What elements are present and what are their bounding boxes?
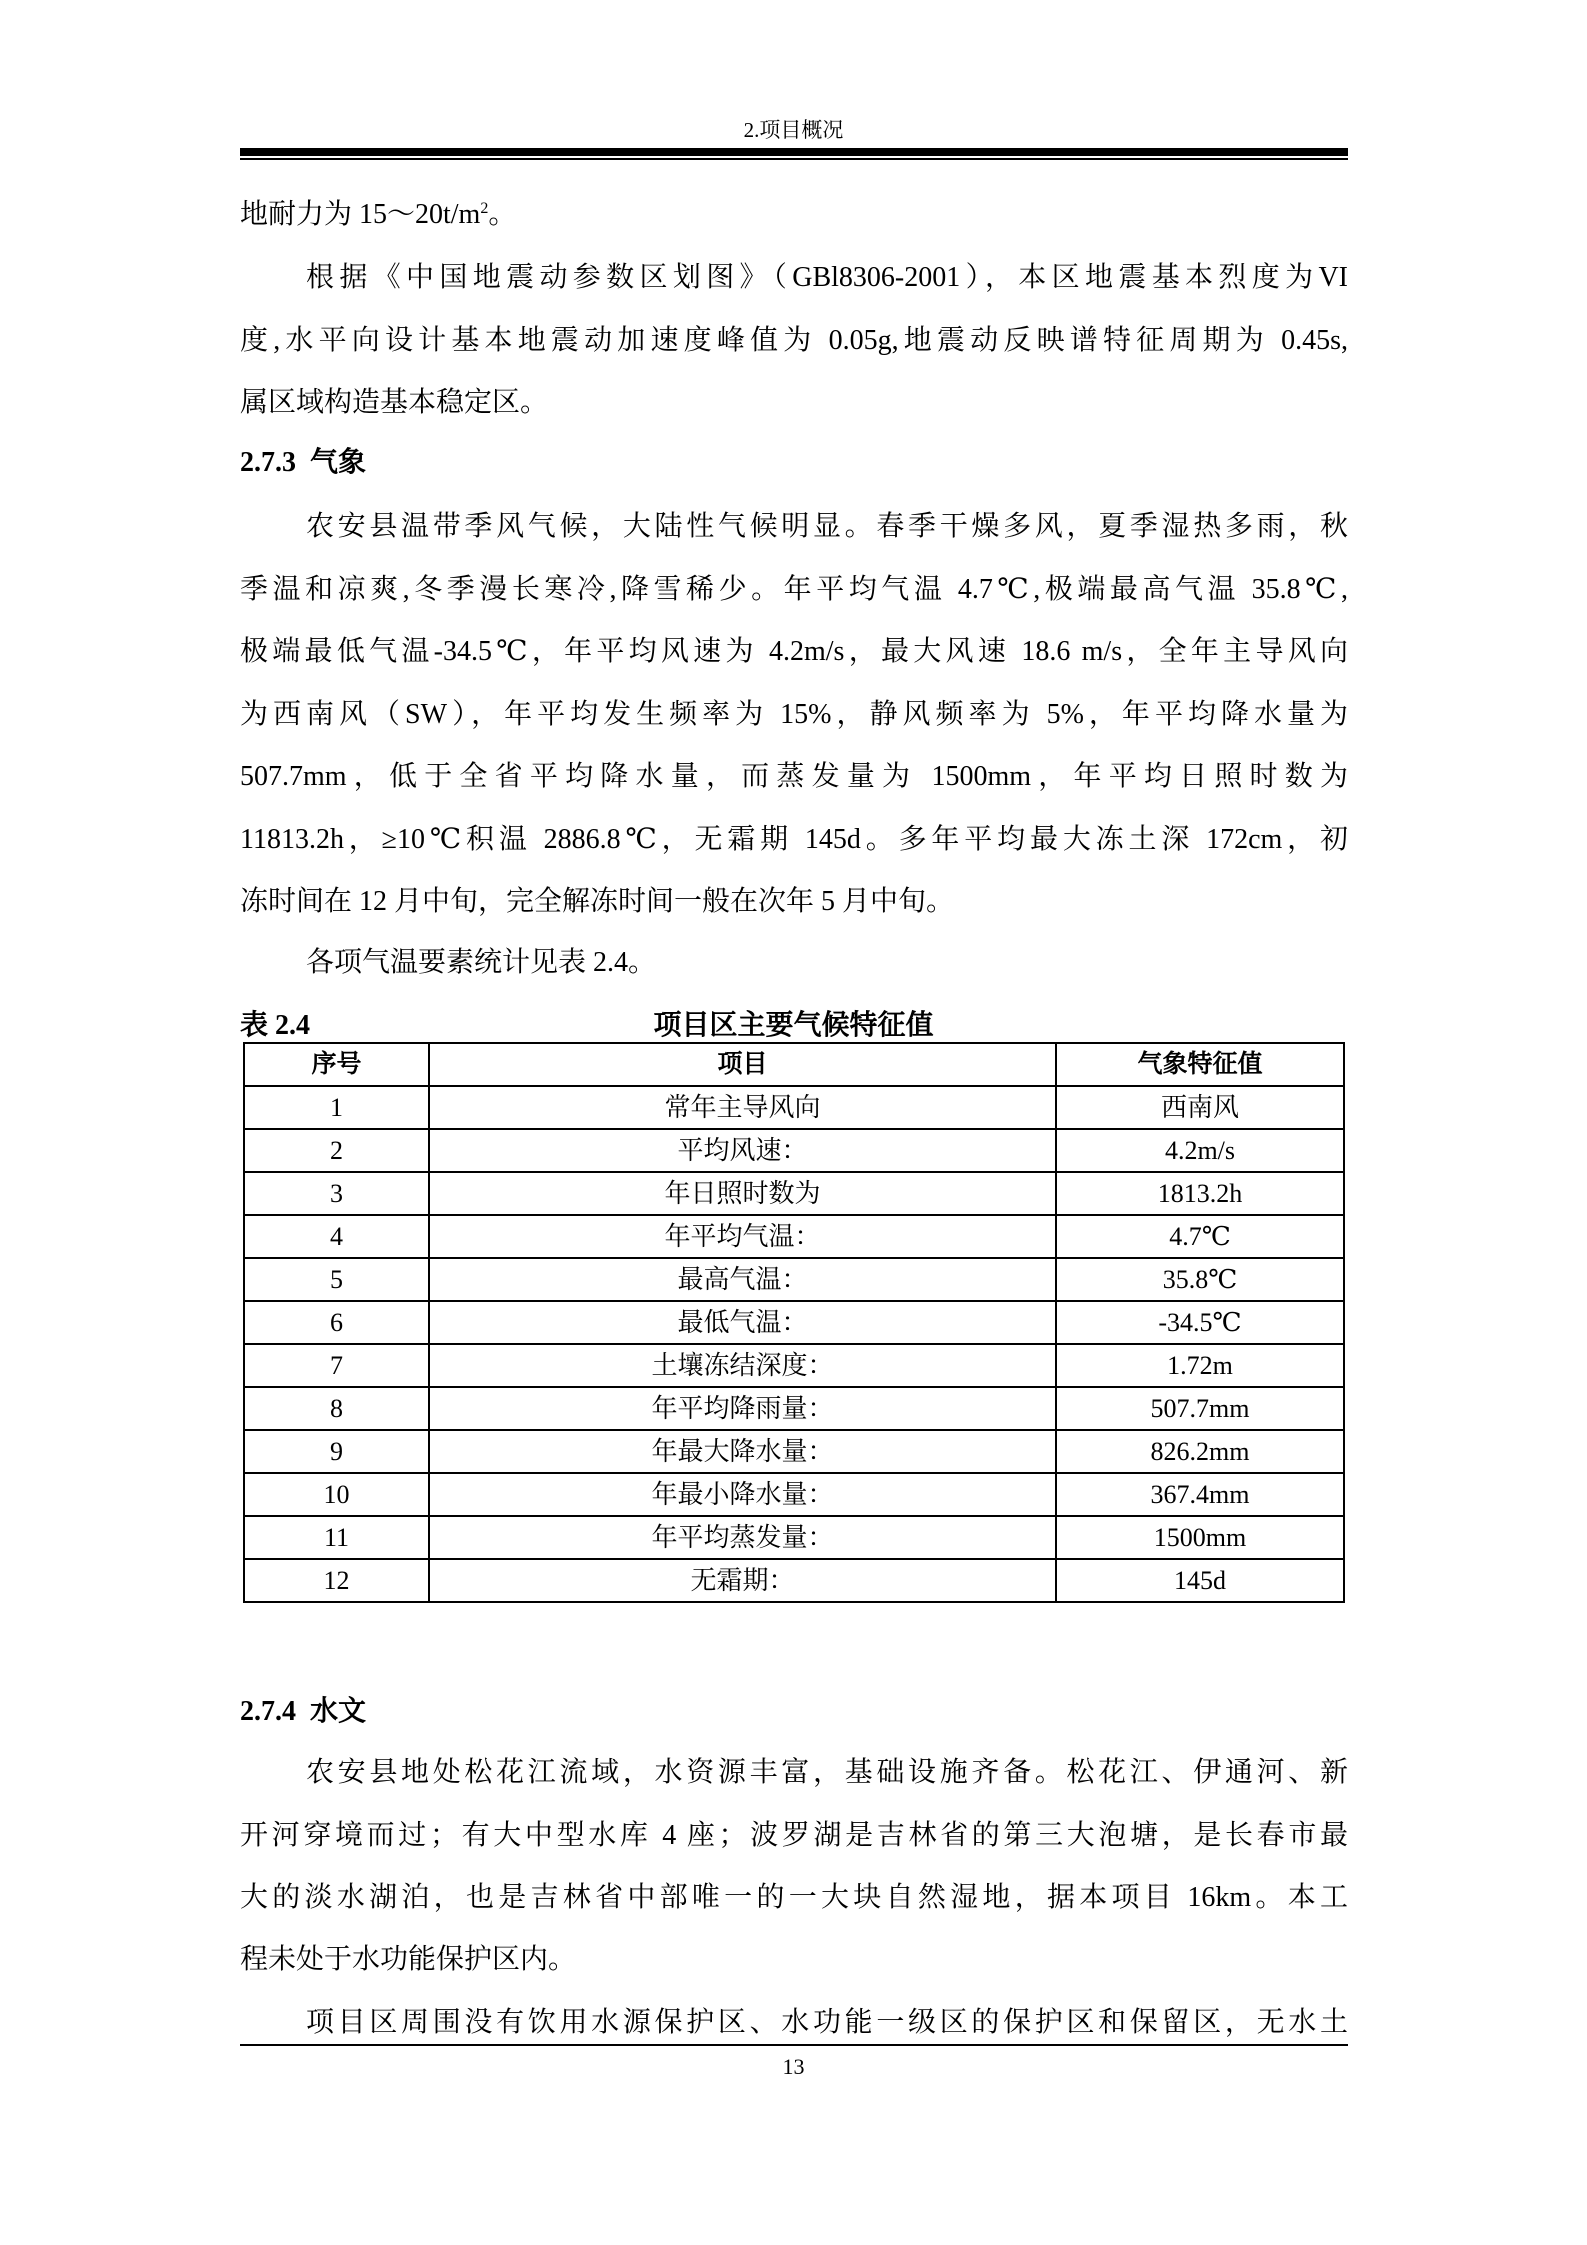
paragraph-line: 极端最低气温-34.5℃，年平均风速为 4.2m/s，最大风速 18.6 m/s，全年主导风向 xyxy=(240,636,1348,667)
running-title: 2.项目概况 xyxy=(743,118,844,142)
table-row xyxy=(244,1516,1344,1559)
text-run: 。 xyxy=(488,199,517,230)
table-header-row xyxy=(244,1043,1344,1086)
cell-value: -34.5℃ xyxy=(1056,1301,1344,1344)
section-number: 2.7.3 xyxy=(240,447,296,478)
header-rule-thick xyxy=(240,148,1348,156)
section-heading-2-7-4 xyxy=(240,1692,1348,1732)
paragraph-line: 季温和凉爽,冬季漫长寒冷,降雪稀少。年平均气温 4.7℃,极端最高气温 35.8℃, xyxy=(240,574,1348,605)
cell-item: 年平均蒸发量： xyxy=(429,1516,1056,1559)
section-title: 气象 xyxy=(310,447,367,478)
section-title: 水文 xyxy=(310,1696,367,1727)
column-header-value: 气象特征值 xyxy=(1056,1043,1344,1086)
paragraph-line: 大的淡水湖泊，也是吉林省中部唯一的一大块自然湿地，据本项目 16km。本工 xyxy=(240,1882,1348,1913)
cell-item: 最低气温： xyxy=(429,1301,1056,1344)
cell-index: 11 xyxy=(244,1516,429,1559)
section-number: 2.7.4 xyxy=(240,1696,296,1727)
cell-item: 年日照时数为 xyxy=(429,1172,1056,1215)
cell-index: 5 xyxy=(244,1258,429,1301)
paragraph-line: 507.7mm，低于全省平均降水量，而蒸发量为 1500mm，年平均日照时数为 xyxy=(240,761,1348,792)
paragraph-line: 各项气温要素统计见表 2.4。 xyxy=(306,947,657,978)
column-header-index: 序号 xyxy=(244,1043,429,1086)
table-row xyxy=(244,1301,1344,1344)
cell-value: 1500mm xyxy=(1056,1516,1344,1559)
cell-value: 35.8℃ xyxy=(1056,1258,1344,1301)
table-row xyxy=(244,1344,1344,1387)
cell-value: 826.2mm xyxy=(1056,1430,1344,1473)
paragraph-line: 属区域构造基本稳定区。 xyxy=(240,387,549,418)
cell-item: 常年主导风向 xyxy=(429,1086,1056,1129)
paragraph-line: 度,水平向设计基本地震动加速度峰值为 0.05g,地震动反映谱特征周期为 0.45s, xyxy=(240,325,1348,356)
cell-value: 1.72m xyxy=(1056,1344,1344,1387)
paragraph-line: 程未处于水功能保护区内。 xyxy=(240,1944,577,1975)
cell-value: 4.7℃ xyxy=(1056,1215,1344,1258)
cell-value: 西南风 xyxy=(1056,1086,1344,1129)
cell-item: 平均风速： xyxy=(429,1129,1056,1172)
cell-index: 12 xyxy=(244,1559,429,1602)
table-row xyxy=(244,1086,1344,1129)
footer-rule xyxy=(240,2044,1348,2046)
table-row xyxy=(244,1430,1344,1473)
cell-item: 年最小降水量： xyxy=(429,1473,1056,1516)
cell-value: 507.7mm xyxy=(1056,1387,1344,1430)
cell-item: 无霜期： xyxy=(429,1559,1056,1602)
paragraph-line: 农安县温带季风气候，大陆性气候明显。春季干燥多风，夏季湿热多雨，秋 xyxy=(306,511,1348,542)
cell-index: 4 xyxy=(244,1215,429,1258)
cell-value: 145d xyxy=(1056,1559,1344,1602)
paragraph-line: 农安县地处松花江流域，水资源丰富，基础设施齐备。松花江、伊通河、新 xyxy=(306,1757,1348,1788)
cell-item: 年最大降水量： xyxy=(429,1430,1056,1473)
table-row xyxy=(244,1387,1344,1430)
header-rule-thin xyxy=(240,158,1348,160)
cell-item: 土壤冻结深度： xyxy=(429,1344,1056,1387)
cell-item: 年平均降雨量： xyxy=(429,1387,1056,1430)
cell-item: 年平均气温： xyxy=(429,1215,1056,1258)
cell-index: 10 xyxy=(244,1473,429,1516)
paragraph-line: 为西南风（SW），年平均发生频率为 15%，静风频率为 5%，年平均降水量为 xyxy=(240,699,1348,730)
paragraph-line: 冻时间在 12 月中旬，完全解冻时间一般在次年 5 月中旬。 xyxy=(240,886,955,917)
cell-index: 2 xyxy=(244,1129,429,1172)
climate-table xyxy=(243,1042,1345,1603)
paragraph-line xyxy=(240,195,1348,235)
column-header-item: 项目 xyxy=(429,1043,1056,1086)
cell-value: 367.4mm xyxy=(1056,1473,1344,1516)
cell-index: 6 xyxy=(244,1301,429,1344)
cell-value: 4.2m/s xyxy=(1056,1129,1344,1172)
paragraph-line: 根据《中国地震动参数区划图》（GBl8306-2001），本区地震基本烈度为VI xyxy=(306,262,1348,293)
cell-item: 最高气温： xyxy=(429,1258,1056,1301)
cell-index: 7 xyxy=(244,1344,429,1387)
table-row xyxy=(244,1559,1344,1602)
table-row xyxy=(244,1258,1344,1301)
table-row xyxy=(244,1172,1344,1215)
table-row xyxy=(244,1215,1344,1258)
table-title: 项目区主要气候特征值 xyxy=(653,1010,934,1041)
text-run: 地耐力为 15～20t/m xyxy=(240,199,481,230)
cell-index: 9 xyxy=(244,1430,429,1473)
page-number: 13 xyxy=(782,2054,805,2079)
paragraph-line: 项目区周围没有饮用水源保护区、水功能一级区的保护区和保留区，无水土 xyxy=(306,2007,1348,2038)
cell-index: 3 xyxy=(244,1172,429,1215)
paragraph-line: 开河穿境而过；有大中型水库 4 座；波罗湖是吉林省的第三大泡塘，是长春市最 xyxy=(240,1820,1348,1851)
table-row xyxy=(244,1129,1344,1172)
cell-index: 8 xyxy=(244,1387,429,1430)
section-heading-2-7-3 xyxy=(240,443,1348,483)
cell-value: 1813.2h xyxy=(1056,1172,1344,1215)
paragraph-line: 11813.2h，≥10℃积温 2886.8℃，无霜期 145d。多年平均最大冻土深 172cm，初 xyxy=(240,824,1348,855)
superscript: 2 xyxy=(480,200,489,217)
table-label: 表 2.4 xyxy=(240,1010,311,1041)
table-row xyxy=(244,1473,1344,1516)
cell-index: 1 xyxy=(244,1086,429,1129)
